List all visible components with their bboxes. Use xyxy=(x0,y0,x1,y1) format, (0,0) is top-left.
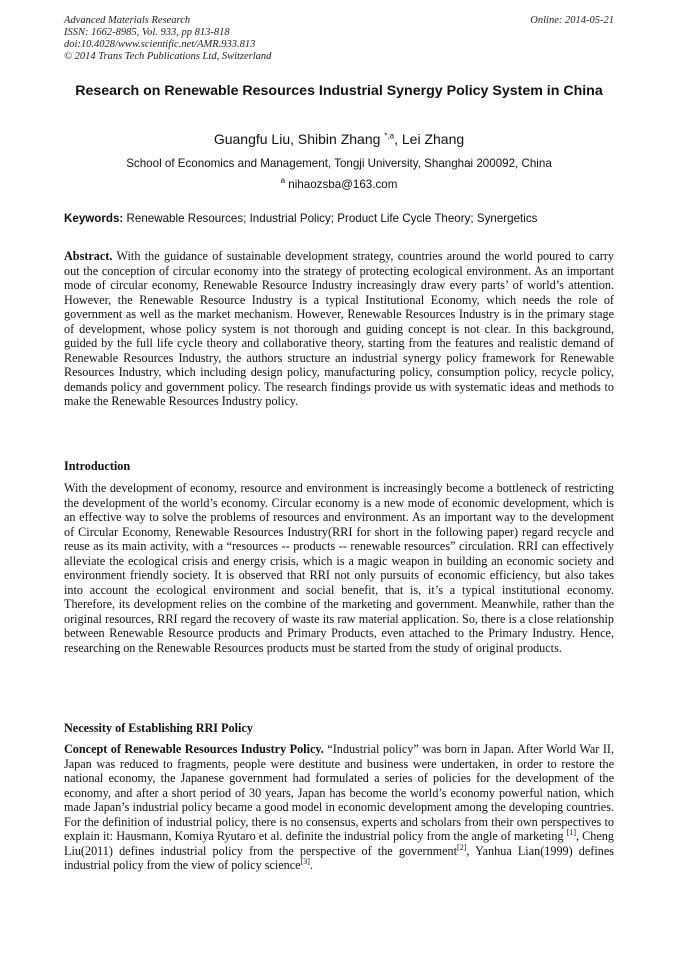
introduction-text: With the development of economy, resource and environment is increasingly become a bottleneck of restricting the development of the world’s economy. Circular economy is a new mode of economic development, which is an effective way to solve the problems of resources and environment. As an important way to the development of Circular Economy, Renewable Resources Industry(RRI for short in the following paper) regard recycle and reuse as its main activity, with a “resources -- products -- renewable resources” circulation. RRI can effectively alleviate the ecological crisis and energy crisis, which is a magic weapon in building an economic society and environment friendly society. It is observed that RRI not only pursuits of economic efficiency, but also takes into account the ecological environment and social benefit, that is, it’s a typical institutional economy. Therefore, its development relies on the combine of the marketing and government. Meanwhile, rather than the original resources, RRI regard the recovery of waste its raw material application. So, there is a close relationship between Renewable Resource products and Primary Products, even attached to the Primary Industry. Hence, researching on the Renewable Resources products must be started from the study of original products. xyxy=(64,481,614,656)
citation-ref[interactable]: [3] xyxy=(300,857,310,867)
abstract xyxy=(64,249,614,409)
concept-text-4: . xyxy=(309,858,313,873)
abstract-text: With the guidance of sustainable development strategy, countries around the world poured to carry out the conception of circular economy into the strategy of protecting ecological environment. As an important mode of circular economy, Renewable Resource Industry increasingly draw every parts’ of world’s attention. However, the Renewable Resource Industry is a typical Institutional Economy, which needs the role of government as well as the market mechanism. However, Renewable Resources Industry is in the primary stage of development, whose policy system is not thorough and guiding concept is not clear. In this background, guided by the full life cycle theory and collaborative theory, starting from the features and realistic demand of Renewable Resources Industry, the authors structure an industrial synergy policy framework for Renewable Resources Industry, which including design policy, manufacturing policy, consumption policy, recycle policy, demands policy and government policy. The research findings provide us with systematic ideas and methods to make the Renewable Resources Industry policy. xyxy=(64,249,614,409)
author-email xyxy=(64,178,614,192)
abstract-label: Abstract. xyxy=(64,249,113,263)
necessity-heading xyxy=(64,721,614,736)
authors-tail: , Lei Zhang xyxy=(394,131,465,147)
keywords xyxy=(64,212,614,226)
citation-ref[interactable]: [1] xyxy=(566,828,577,838)
journal-name: Advanced Materials Research xyxy=(64,15,191,26)
author-list xyxy=(64,130,614,148)
affiliation: School of Economics and Management, Tongji University, Shanghai 200092, China xyxy=(126,157,552,170)
email-address: nihaozsba@163.com xyxy=(285,178,398,191)
concept-label: Concept of Renewable Resources Industry Policy. xyxy=(64,742,324,756)
journal-header xyxy=(64,15,271,63)
doi-line: doi:10.4028/www.scientific.net/AMR.933.813 xyxy=(64,39,256,50)
author-mark: *,a xyxy=(384,131,395,141)
concept-text-3: , Yanhua Lian(1999) defines industrial policy from the view of policy science xyxy=(64,843,615,873)
email-mark: a xyxy=(280,176,286,186)
copyright-line: © 2014 Trans Tech Publications Ltd, Switzerland xyxy=(64,51,272,62)
introduction-heading xyxy=(64,459,614,474)
authors-main: Guangfu Liu, Shibin Zhang xyxy=(213,131,385,147)
concept-paragraph xyxy=(64,742,614,873)
introduction-heading-text: Introduction xyxy=(64,459,131,473)
necessity-heading-text: Necessity of Establishing RRI Policy xyxy=(64,721,253,735)
issn-line: ISSN: 1662-8985, Vol. 933, pp 813-818 xyxy=(64,27,230,38)
citation-ref[interactable]: [2] xyxy=(457,842,467,852)
keywords-text: Renewable Resources; Industrial Policy; Product Life Cycle Theory; Synergetics xyxy=(123,212,538,225)
keywords-label: Keywords: xyxy=(64,212,124,225)
concept-text-1: “Industrial policy” was born in Japan. After World War II, Japan was reduced to fragments, people were destitute and business were undertaken, in order to restore the national economy, the Japanese government had formulated a series of policies for the development of the economy, and after a short period of 30 years, Japan has become the world’s economy powerful nation, which made Japan’s industrial policy became a good model in economic development among the developing countries. For the definition of industrial policy, there is no consensus, experts and scholars from their own perspectives to explain it: Hausmann, Komiya Ryutaro et al. definite the industrial policy from the angle of marketing xyxy=(64,742,614,844)
online-date: Online: 2014-05-21 xyxy=(530,15,614,26)
paper-title: Research on Renewable Resources Industrial Synergy Policy System in China xyxy=(75,83,603,99)
concept-text-2: , Cheng Liu(2011) defines industrial policy from the perspective of the government xyxy=(64,829,614,858)
